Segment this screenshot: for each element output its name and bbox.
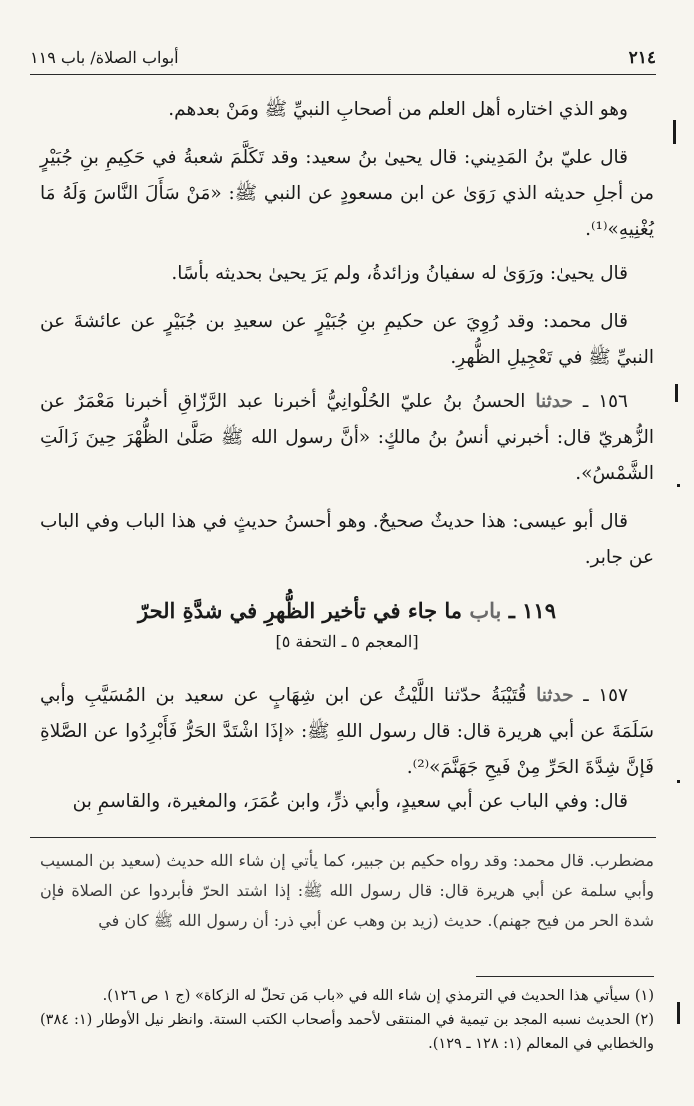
margin-mark xyxy=(673,120,676,144)
paragraph-1: وهو الذي اختاره أهل العلم من أصحابِ النبيِّ ﷺ ومَنْ بعدهم. xyxy=(168,99,628,120)
paragraph-3: قال يحيىٰ: ورَوَىٰ له سفيانُ وزائدةُ، ولم يَرَ يحيىٰ بحديثه بأسًا. xyxy=(171,263,628,284)
hadith-156 xyxy=(40,384,654,492)
hadith-156-text: الحسنُ بنُ عليّ الحُلْوانِيُّ أخبرنا عبد الرَّزّاقِ أخبرنا مَعْمَرٌ عن الزُّهريّ قال: أخبرني أنسُ بنُ مالكٍ: «أنَّ رسول الله ﷺ صَلَّىٰ الظُّهْرَ حِينَ زَالَتِ الشَّمْسُ». xyxy=(40,391,654,484)
paragraph-2: قال عليّ بنُ المَدِيني: قال يحيىٰ بنُ سعيد: وقد تَكَلَّمَ شعبةُ في حَكِيمِ بنِ جُبَيْرٍ من أجلِ حديثه الذي رَوَىٰ عن ابن مسعودٍ عن النبي ﷺ: «مَنْ سَأَلَ النَّاسَ وَلَهُ مَا يُغْنِيهِ»⁽¹⁾. xyxy=(40,147,654,240)
margin-mark xyxy=(675,384,678,402)
hadith-157 xyxy=(40,678,654,786)
paragraph-6: قال: وفي الباب عن أبي سعيدٍ، وأبي ذرٍّ، وابن عُمَرَ، والمغيرة، والقاسمِ بن xyxy=(72,791,628,812)
paragraph-4: قال محمد: وقد رُوِيَ عن حكيمِ بنِ جُبَيْرٍ عن سعيدِ بن جُبَيْرٍ عن عائشةَ عن النبيِّ ﷺ في تَعْجِيلِ الظُّهرِ. xyxy=(40,311,654,368)
margin-mark xyxy=(677,484,680,487)
footnote-1: (١) سيأتي هذا الحديث في الترمذي إن شاء الله في «باب مَن تحلّ له الزكاة» (ج ١ ص ١٢٦). xyxy=(102,988,654,1004)
hadith-157-number: ١٥٧ ـ xyxy=(583,685,628,706)
footnotes xyxy=(40,984,654,1056)
hadith-157-text: قُتَيْبَةُ حدّثنا اللَّيْثُ عن ابن شِهَابٍ عن سعيد بن المُسَيَّبِ وأبي سَلَمَةَ عن أبي هريرة قال: قال رسول اللهِ ﷺ: «إذَا اشْتَدَّ الحَرُّ فَأَبْرِدُوا عن الصَّلاةِ فَإنَّ شِدَّةَ الحَرِّ مِنْ فَيحِ جَهَنَّمَ»⁽²⁾. xyxy=(40,685,654,778)
commentary-text: مضطرب. قال محمد: وقد رواه حكيم بن جبير، كما يأتي إن شاء الله حديث (سعيد بن المسيب وأبي سلمة عن أبي هريرة قال: قال رسول الله ﷺ: إذا اشتد الحرّ فأبردوا عن الصلاة فإن شدة الحر من فيح جهنم). حديث (زيد بن وهب عن أبي ذر: أن رسول الله ﷺ كان في xyxy=(40,851,654,930)
chapter-keyword: باب xyxy=(469,598,502,623)
footnote-2: (٢) الحديث نسبه المجد بن تيمية في المنتقى لأحمد وأصحاب الكتب الستة. وانظر نيل الأوطار (١: ٣٨٤) والخطابي في المعالم (١: ١٢٨ ـ ١٢٩). xyxy=(40,1012,654,1052)
page-header xyxy=(30,46,656,75)
hadith-157-keyword: حدثنا xyxy=(536,685,574,706)
margin-mark xyxy=(677,780,680,783)
hadith-156-keyword: حدثنا xyxy=(535,391,573,412)
chapter-title-line xyxy=(40,594,654,628)
running-title: أبواب الصلاة/ باب ١١٩ xyxy=(30,48,179,67)
margin-mark xyxy=(677,1002,680,1024)
paragraph-5: قال أبو عيسى: هذا حديثٌ صحيحٌ. وهو أحسنُ حديثٍ في هذا الباب وفي الباب عن جابر. xyxy=(40,511,654,568)
chapter-number: ١١٩ ـ xyxy=(508,598,556,623)
chapter-subtitle: [المعجم ٥ ـ التحفة ٥] xyxy=(275,632,419,651)
chapter-heading xyxy=(40,594,654,656)
chapter-title: ما جاء في تأخير الظُّهرِ في شدَّةِ الحرّ xyxy=(138,598,463,623)
commentary-divider xyxy=(30,837,656,838)
hadith-156-number: ١٥٦ ـ xyxy=(582,391,628,412)
footnote-divider xyxy=(476,976,654,977)
page-number: ٢١٤ xyxy=(628,48,656,68)
